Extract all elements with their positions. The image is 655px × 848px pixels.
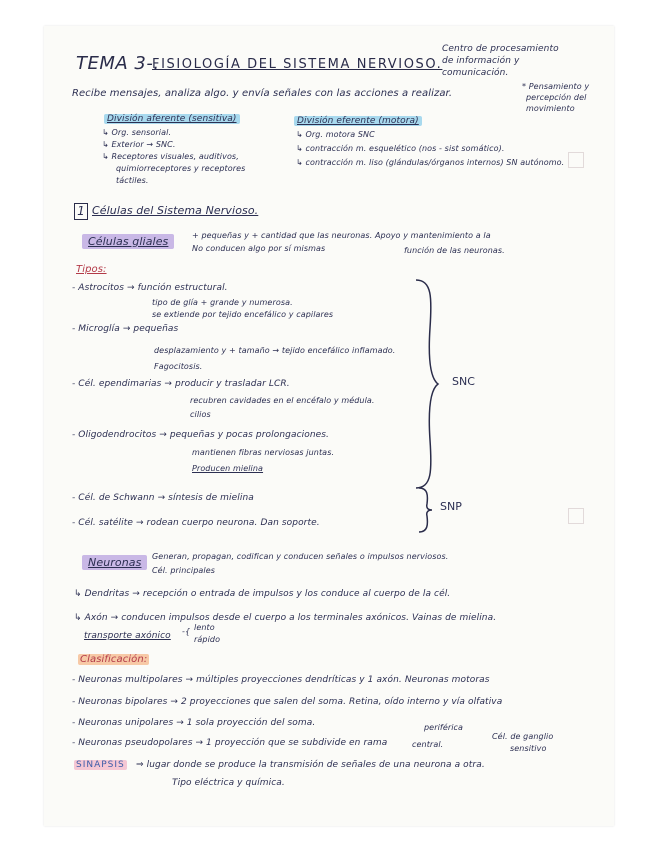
- gliales-desc-1: + pequeñas y + cantidad que las neuronas. Apoyo y mantenimiento a la: [192, 231, 491, 240]
- star-note-1: * Pensamiento y: [522, 82, 590, 91]
- sinapsis-line-1: ⇒ lugar donde se produce la transmisión de señales de una neurona a otra.: [136, 760, 485, 770]
- astrocitos-line-1: - Astrocitos → función estructural.: [72, 283, 228, 293]
- oligodendrocitos-line-3: Producen mielina: [192, 464, 264, 473]
- satelite-line: - Cél. satélite → rodean cuerpo neurona. Dan soporte.: [72, 518, 320, 528]
- snp-label: SNP: [440, 500, 462, 513]
- oligodendrocitos-line-2: mantienen fibras nerviosas juntas.: [192, 448, 335, 457]
- gliales-desc-3: función de las neuronas.: [404, 246, 505, 255]
- ganglio-line-1: Cél. de ganglio: [492, 732, 554, 741]
- microglia-line-1: - Microglía → pequeñas: [72, 324, 179, 334]
- margin-ghost-box: [568, 152, 584, 168]
- star-note-2: percepción del: [526, 93, 587, 102]
- astrocitos-line-2: tipo de glía + grande y numerosa.: [152, 298, 293, 307]
- neuronas-label: Neuronas: [82, 557, 147, 570]
- side-note-line-2: de información y: [442, 56, 520, 66]
- aferente-title: División aferente (sensitiva): [104, 114, 240, 124]
- astrocitos-line-3: se extiende por tejido encefálico y capilares: [152, 310, 334, 319]
- microglia-line-2: desplazamiento y + tamaño → tejido encefálico inflamado.: [154, 346, 396, 355]
- side-note-line-3: comunicación.: [442, 68, 509, 78]
- pseudopolares-line: - Neuronas pseudopolares → 1 proyección que se subdivide en rama: [72, 738, 388, 748]
- axon-line: ↳ Axón → conducen impulsos desde el cuerpo a los terminales axónicos. Vainas de mielina.: [74, 613, 497, 623]
- aferente-item-5: táctiles.: [116, 176, 149, 185]
- transporte-axonico: transporte axónico: [84, 631, 171, 641]
- transporte-rapido: rápido: [194, 635, 221, 644]
- bipolares-line: - Neuronas bipolares → 2 proyecciones que salen del soma. Retina, oído interno y vía olfativa: [72, 697, 503, 707]
- ependimarias-line-2: recubren cavidades en el encéfalo y médula.: [190, 396, 375, 405]
- section-number: 1: [74, 203, 88, 220]
- transporte-lento: lento: [194, 623, 215, 632]
- eferente-item-1: ↳ Org. motora SNC: [296, 130, 375, 139]
- side-note-line-1: Centro de procesamiento: [442, 44, 559, 54]
- notebook-page: [44, 26, 614, 826]
- dendritas-line: ↳ Dendritas → recepción o entrada de impulsos y los conduce al cuerpo de la cél.: [74, 589, 451, 599]
- snc-brace: [412, 278, 442, 490]
- multipolares-line: - Neuronas multipolares → múltiples proyecciones dendríticas y 1 axón. Neuronas motoras: [72, 675, 490, 685]
- aferente-item-1: ↳ Org. sensorial.: [102, 128, 172, 137]
- oligodendrocitos-line-1: - Oligodendrocitos → pequeñas y pocas prolongaciones.: [72, 430, 330, 440]
- margin-ghost-box-2: [568, 508, 584, 524]
- eferente-item-3: ↳ contracción m. liso (glándulas/órganos internos) SN autónomo.: [296, 158, 565, 167]
- clasificacion-heading: Clasificación:: [80, 654, 148, 665]
- page-title: FISIOLOGÍA DEL SISTEMA NERVIOSO.: [152, 57, 443, 72]
- schwann-line: - Cél. de Schwann → síntesis de mielina: [72, 493, 254, 503]
- star-note-3: movimiento: [526, 104, 575, 113]
- transporte-bracket: -{: [182, 627, 191, 636]
- aferente-item-2: ↳ Exterior → SNC.: [102, 140, 176, 149]
- neuronas-desc-2: Cél. principales: [152, 566, 215, 575]
- ependimarias-line-1: - Cél. ependimarias → producir y trasladar LCR.: [72, 379, 290, 389]
- ependimarias-line-3: cilios: [190, 410, 211, 419]
- gliales-label: Células gliales: [82, 236, 174, 249]
- unipolares-line: - Neuronas unipolares → 1 sola proyección del soma.: [72, 718, 316, 728]
- tipos-heading: Tipos:: [76, 264, 107, 275]
- gliales-desc-2: No conducen algo por sí mismas: [192, 244, 326, 253]
- pseudo-periferica: periférica: [424, 723, 464, 732]
- eferente-item-2: ↳ contracción m. esquelético (nos - sist somático).: [296, 144, 505, 153]
- section-title: Células del Sistema Nervioso.: [92, 204, 259, 217]
- tema-label: TEMA 3-.: [76, 53, 160, 74]
- sinapsis-label: SINAPSIS: [76, 760, 125, 770]
- microglia-line-3: Fagocitosis.: [154, 362, 203, 371]
- eferente-title: División eferente (motora): [294, 116, 422, 126]
- intro-text: Recibe mensajes, analiza algo. y envía señales con las acciones a realizar.: [72, 88, 453, 99]
- sinapsis-line-2: Tipo eléctrica y química.: [172, 778, 285, 788]
- ganglio-line-2: sensitivo: [510, 744, 547, 753]
- snc-label: SNC: [452, 375, 475, 388]
- aferente-item-4: quimiorreceptores y receptores: [116, 164, 246, 173]
- neuronas-desc-1: Generan, propagan, codifican y conducen señales o impulsos nerviosos.: [152, 552, 449, 561]
- snp-brace: [416, 486, 436, 534]
- pseudo-central: central.: [412, 740, 444, 749]
- aferente-item-3: ↳ Receptores visuales, auditivos,: [102, 152, 239, 161]
